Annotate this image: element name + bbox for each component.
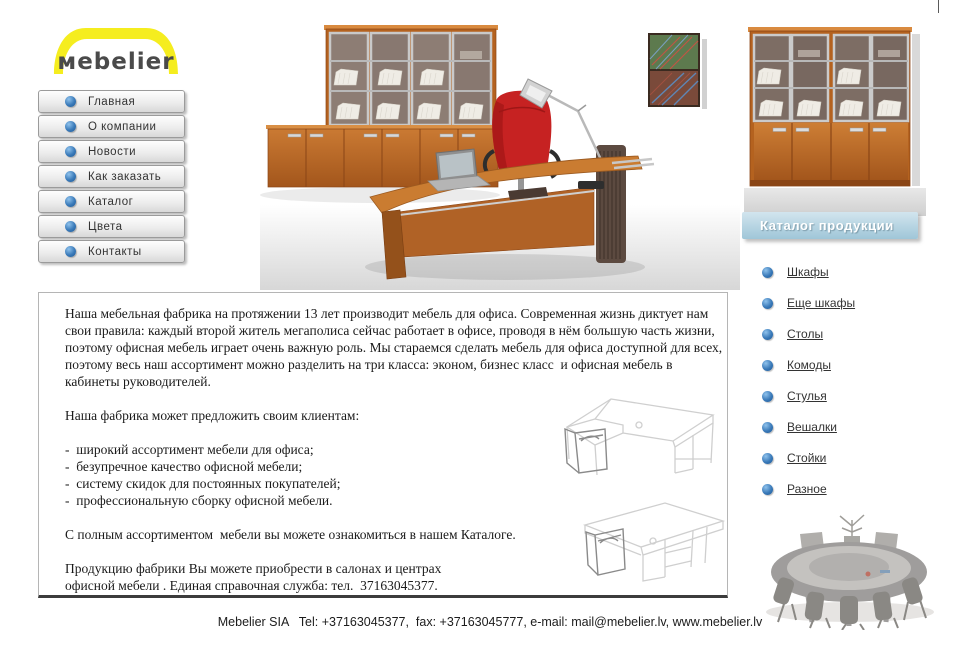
catalog-link-shkafy[interactable]: Шкафы	[787, 265, 829, 279]
purchase-info-line: Продукцию фабрики Вы можете приобрести в салонах и центрах	[65, 561, 442, 576]
menu-item-label: Новости	[88, 145, 137, 158]
menu-item-label: Цвета	[88, 220, 123, 233]
offer-item: - систему скидок для постоянных покупателей;	[65, 476, 341, 491]
catalog-link-komody[interactable]: Комоды	[787, 358, 831, 372]
catalog-link-stulya[interactable]: Стулья	[787, 389, 827, 403]
menu-item-label: Главная	[88, 95, 136, 108]
bullet-icon	[762, 453, 773, 464]
bullet-icon	[65, 96, 76, 107]
intro-paragraph: Наша мебельная фабрика на протяжении 13 лет производит мебель для офиса. Современная жизнь диктует нам свои правила: каждый второй житель мегаполиса сейчас работает в офисе, проводя в нём большую часть жизни, поэтому офисная мебель играет очень важную роль. Мы стараемся сделать мебель для офиса доступной для всех, поэтому весь наш ассортимент можно разделить на три класса: эконом, бизнес класс и офисная мебель в кабинеты руководителей.	[65, 306, 726, 389]
bullet-icon	[762, 360, 773, 371]
fabric-texture-picture	[648, 33, 707, 109]
catalog-link-stojki[interactable]: Стойки	[787, 451, 827, 465]
catalog-link-esche-shkafy[interactable]: Еще шкафы	[787, 296, 856, 310]
menu-item-glavnaya[interactable]	[38, 90, 185, 113]
bullet-icon	[762, 391, 773, 402]
straight-desk-wireframe	[565, 495, 733, 587]
catalog-link-raznoe[interactable]: Разное	[787, 482, 827, 496]
catalog-link-row	[762, 356, 855, 374]
purchase-info-line: офисной мебели . Единая справочная служба: тел. 37163045377.	[65, 578, 438, 593]
offer-item: - профессиональную сборку офисной мебели.	[65, 493, 333, 508]
menu-item-label: Как заказать	[88, 170, 162, 183]
bullet-icon	[762, 329, 773, 340]
conference-table-photo	[748, 500, 950, 630]
bullet-icon	[65, 146, 76, 157]
catalog-links	[762, 263, 855, 511]
catalog-link-row	[762, 325, 855, 343]
l-shaped-desk-wireframe	[553, 385, 729, 481]
logo-text: мebelier	[57, 49, 175, 75]
menu-item-label: О компании	[88, 120, 157, 133]
content-box	[38, 292, 728, 598]
menu-item-o-kompanii[interactable]	[38, 115, 185, 138]
bullet-icon	[762, 484, 773, 495]
menu-item-label: Контакты	[88, 245, 142, 258]
bullet-icon	[65, 196, 76, 207]
menu-item-label: Каталог	[88, 195, 134, 208]
bullet-icon	[65, 221, 76, 232]
bullet-icon	[65, 246, 76, 257]
menu-item-kak-zakazat[interactable]	[38, 165, 185, 188]
page-edge-mark	[938, 0, 939, 13]
catalog-link-row	[762, 387, 855, 405]
main-menu	[38, 90, 188, 265]
catalog-header-button[interactable]: Каталог продукции	[742, 212, 918, 239]
catalog-link-row	[762, 418, 855, 436]
menu-item-cveta[interactable]	[38, 215, 185, 238]
bullet-icon	[762, 422, 773, 433]
bullet-icon	[762, 267, 773, 278]
catalog-note: С полным ассортиментом мебели вы можете ознакомиться в нашем Каталоге.	[65, 527, 516, 542]
catalog-link-row	[762, 480, 855, 498]
catalog-link-row	[762, 449, 855, 467]
offer-heading: Наша фабрика может предложить своим клиентам:	[65, 408, 360, 423]
menu-item-katalog[interactable]	[38, 190, 185, 213]
glass-bookcase	[324, 25, 498, 129]
footer-contacts: Mebelier SIA Tel: +37163045377, fax: +37163045777, e-mail: mail@mebelier.lv, www.mebelier.lv	[217, 615, 763, 629]
menu-item-kontakty[interactable]	[38, 240, 185, 263]
glass-door-bookcase-photo	[744, 20, 926, 216]
bullet-icon	[762, 298, 773, 309]
catalog-link-veshalki[interactable]: Вешалки	[787, 420, 837, 434]
offer-item: - широкий ассортимент мебели для офиса;	[65, 442, 314, 457]
offer-item: - безупречное качество офисной мебели;	[65, 459, 303, 474]
logo[interactable]	[46, 12, 186, 78]
catalog-link-row	[762, 294, 855, 312]
bullet-icon	[65, 171, 76, 182]
catalog-link-row	[762, 263, 855, 281]
catalog-link-stoly[interactable]: Столы	[787, 327, 824, 341]
bullet-icon	[65, 121, 76, 132]
menu-item-novosti[interactable]	[38, 140, 185, 163]
office-interior-photo	[260, 15, 740, 290]
